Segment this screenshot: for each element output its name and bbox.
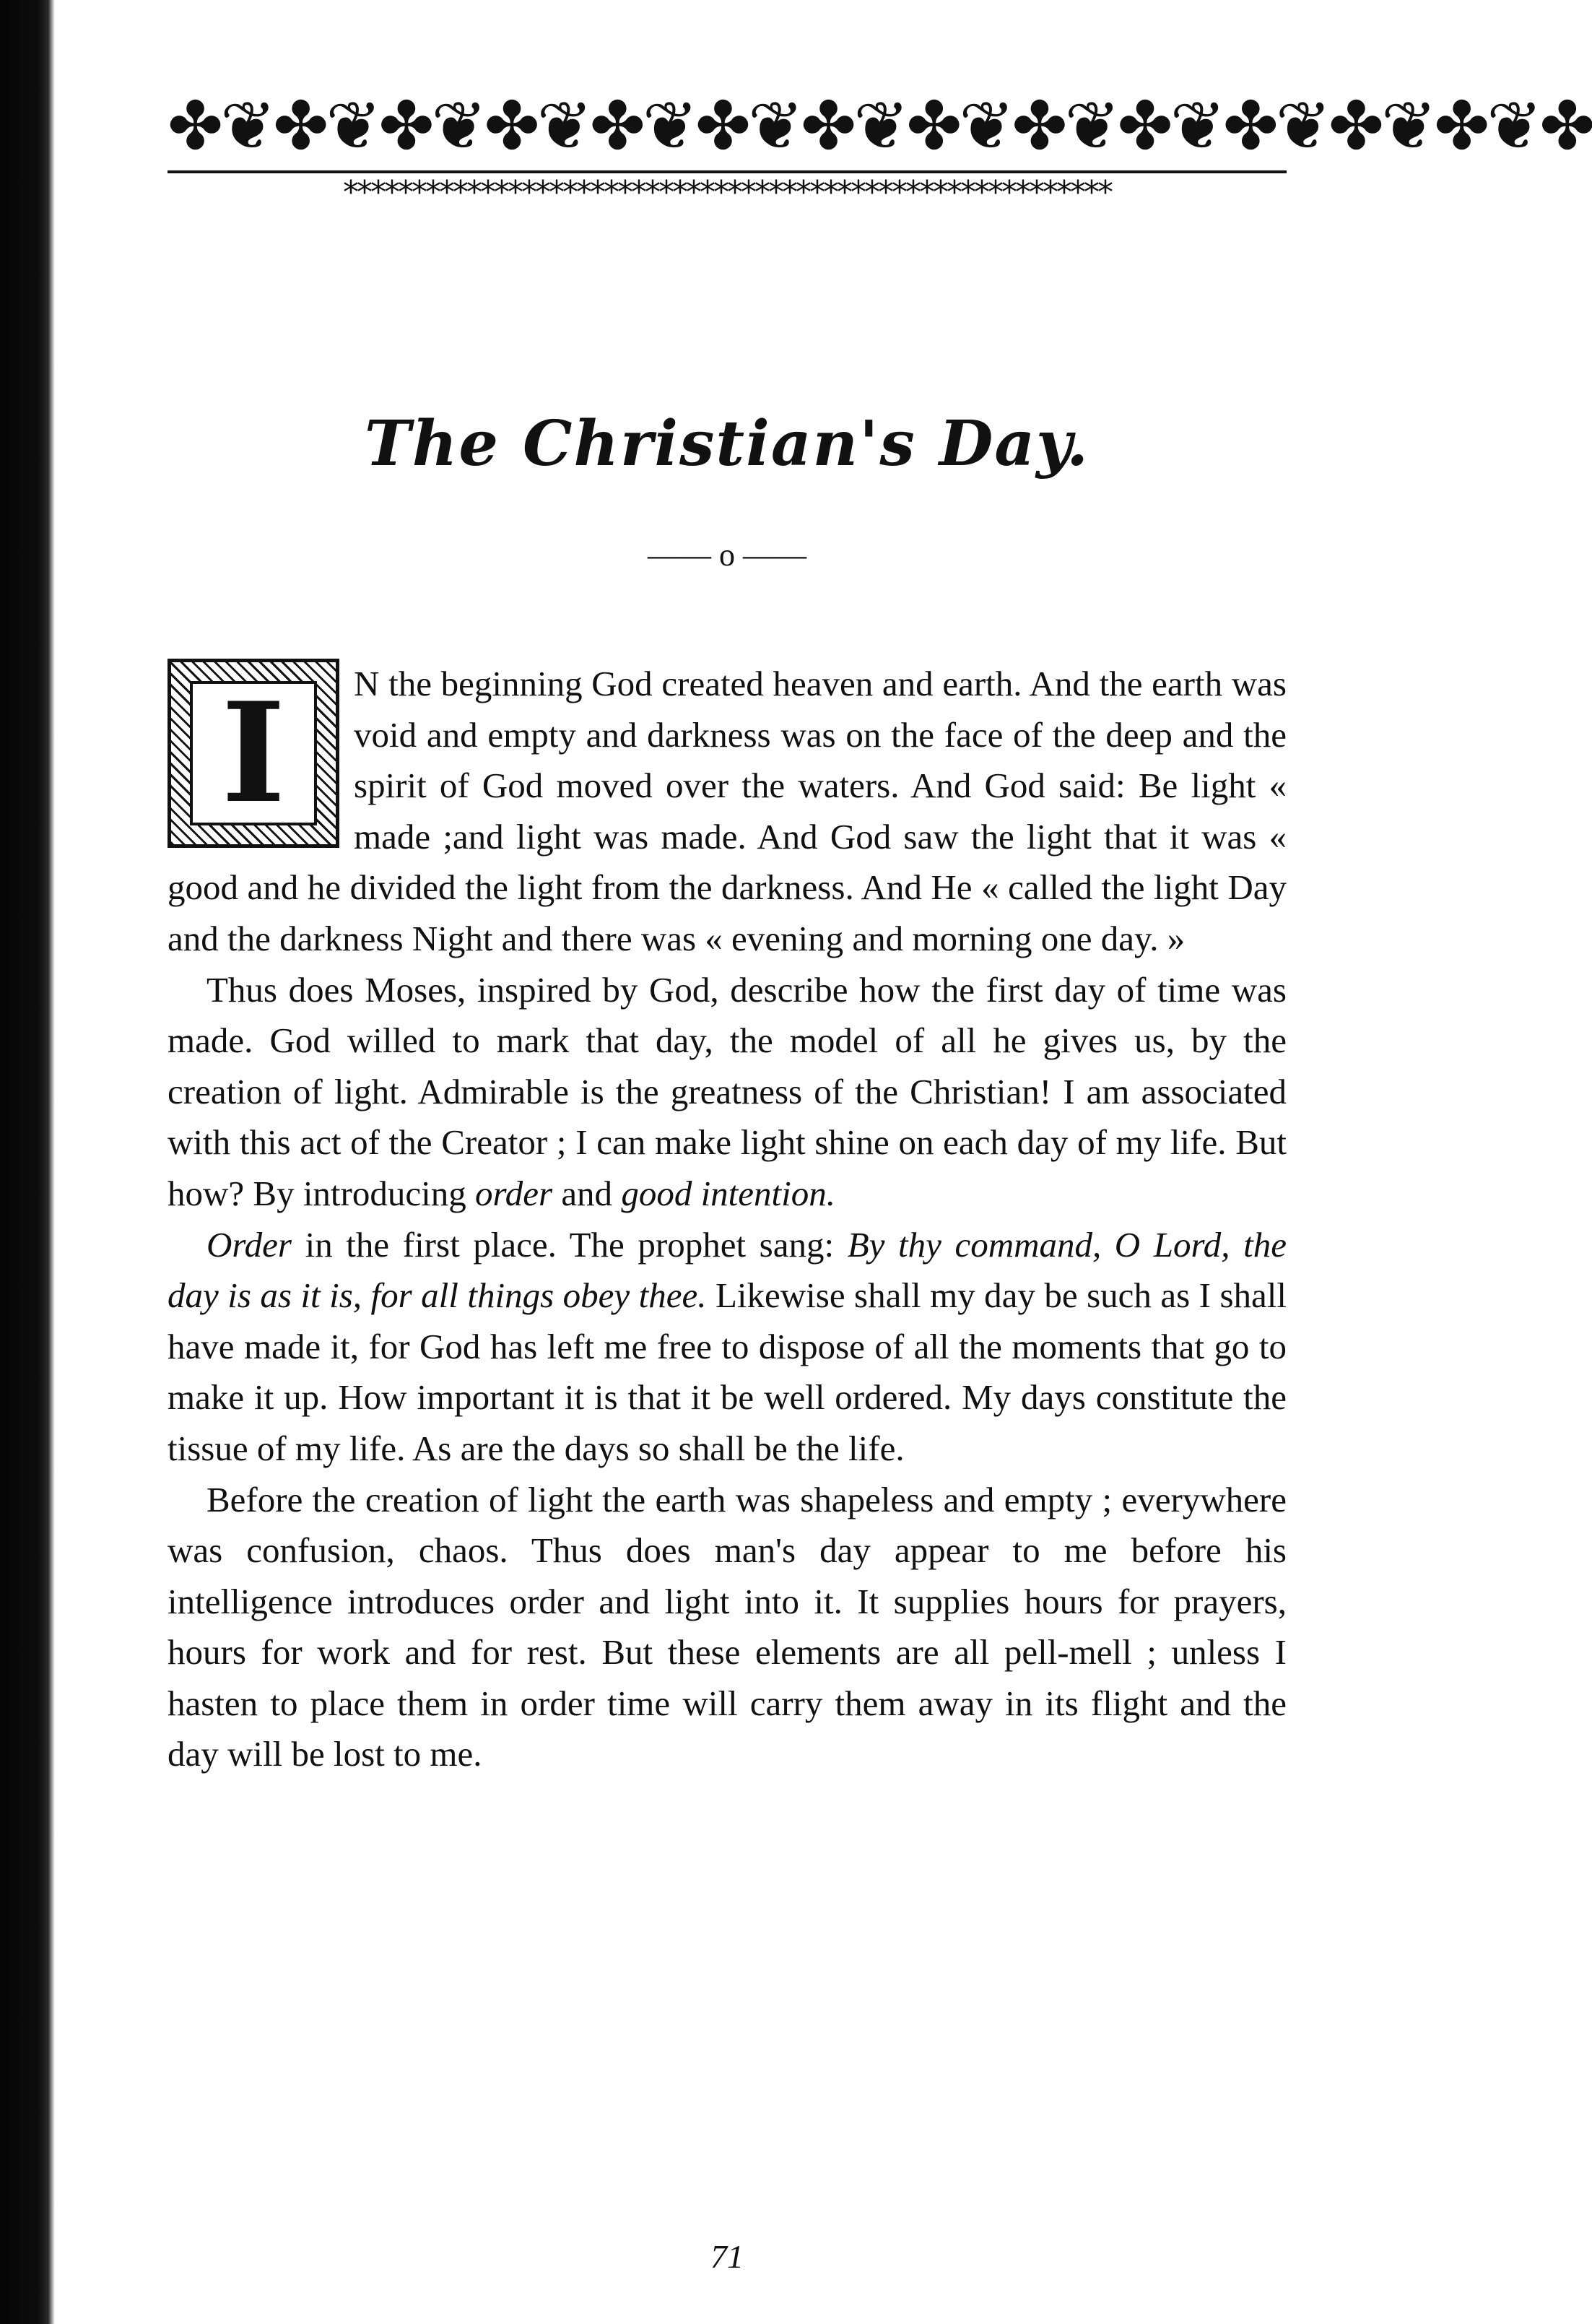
ornamental-border-top: ✤❦✤❦✤❦✤❦✤❦✤❦✤❦✤❦✤❦✤❦✤❦✤❦✤❦✤ bbox=[168, 90, 1592, 163]
paragraph-moses bbox=[168, 965, 1287, 1220]
page bbox=[168, 87, 1592, 2275]
book-spine-shadow bbox=[0, 0, 55, 2324]
dropcap-frame bbox=[190, 672, 317, 833]
paragraph-order-text-a: in the first place. The prophet sang: bbox=[305, 1224, 835, 1265]
paragraph-genesis-quote: N the beginning God created heaven and earth. And the earth was void and empty and darkness was on the face of the deep and the spirit of God moved over the waters. And God said: Be light « made ;and light was made. And God saw the light that it was « good and he divided the light from the darkness. And He « called the light Day and the darkness Night and there was « evening and morning one day. » bbox=[168, 664, 1287, 958]
paragraph-moses-text: Thus does Moses, inspired by God, describe how the first day of time was made. God willed to mark that day, the model of all he gives us, by the creation of light. Admirable is the greatness of the Christian! I am associated with this act of the Creator ; I can make light shine on each day of my life. But how? By introducing bbox=[168, 969, 1287, 1213]
illuminated-dropcap bbox=[168, 659, 339, 848]
conjunction-and: and bbox=[561, 1173, 613, 1213]
paragraph-order bbox=[168, 1220, 1287, 1475]
paragraph-creation: Before the creation of light the earth was shapeless and empty ; everywhere was confusion, chaos. Thus does man's day appear to me before his intelligence introduces order and light into it. It supplies hours for prayers, hours for work and for rest. But these elements are all pell-mell ; unless I hasten to place them in order time will carry them away in its flight and the day will be lost to me. bbox=[168, 1479, 1287, 1774]
chapter-title: The Christian's Day. bbox=[364, 407, 1090, 480]
dropcap-letter: I bbox=[221, 672, 286, 833]
page-number: 71 bbox=[710, 2238, 744, 2275]
prophet-quote: By thy command, O Lord, the day is as it is, for all things obey thee. bbox=[168, 1224, 1287, 1316]
emphasis-order: order bbox=[474, 1173, 553, 1213]
emphasis-good-intention: good intention. bbox=[621, 1173, 836, 1213]
title-separator: —— o —— bbox=[648, 537, 806, 573]
paragraph-order-text-b: Likewise shall my day be such as I shall have made it, for God has left me free to dispose of all the moments that go to make it up. How important it is that it be well ordered. My days constitute the tissue of my life. As are the days so shall be the life. bbox=[168, 1275, 1287, 1468]
body-text bbox=[168, 659, 1287, 1780]
star-border-row: ******************************************************** bbox=[343, 174, 1111, 211]
emphasis-order-start: Order bbox=[206, 1224, 292, 1265]
